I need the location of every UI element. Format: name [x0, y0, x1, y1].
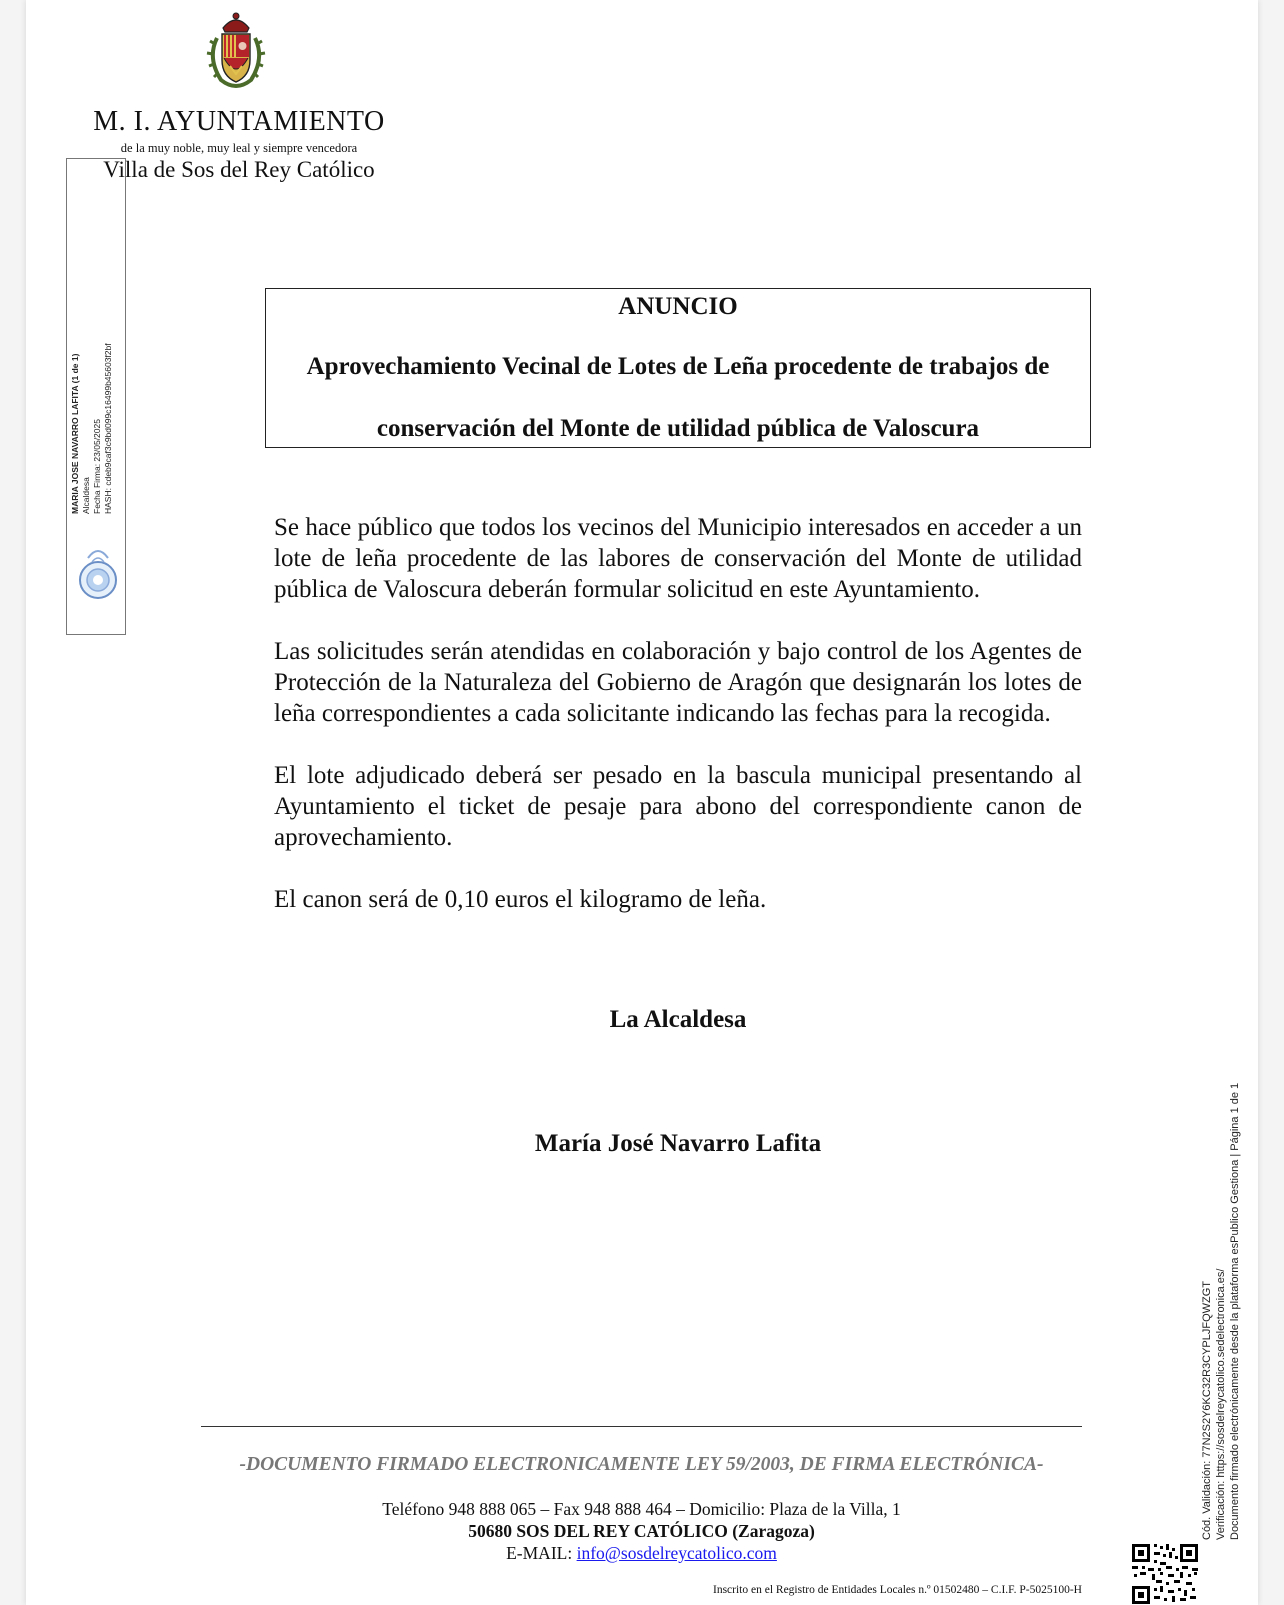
municipal-crest-icon	[203, 8, 269, 94]
footer-registry: Inscrito en el Registro de Entidades Locales n.º 01502480 – C.I.F. P-5025100-H	[713, 1584, 1082, 1596]
signature-stamp-text	[70, 302, 113, 514]
announcement-title-box	[265, 288, 1091, 448]
validation-code: Cód. Validación: 77N2S2Y6KC32R3CYPLJFQWZGT	[1201, 1280, 1213, 1540]
validation-side-text	[1200, 980, 1248, 1540]
announcement-body	[274, 512, 1082, 946]
validation-platform: Documento firmado electrónicamente desde la plataforma esPublico Gestiona | Página 1 de 1	[1229, 1082, 1241, 1540]
council-motto: de la muy noble, muy leal y siempre vencedora	[120, 141, 358, 155]
stamp-date: Fecha Firma: 23/05/2025	[92, 419, 102, 514]
body-paragraph-3: El lote adjudicado deberá ser pesado en la bascula municipal presentando al Ayuntamiento el ticket de pesaje para abono del correspondiente canon de aprovechamiento.	[274, 762, 1082, 851]
body-paragraph-2: Las solicitudes serán atendidas en colaboración y bajo control de los Agentes de Protección de la Naturaleza del Gobierno de Aragón que designarán los lotes de leña correspondientes a cada solicitante indicando las fechas para la recogida.	[274, 638, 1082, 727]
council-villa: Villa de Sos del Rey Católico	[103, 157, 375, 182]
stamp-signer: MARIA JOSE NAVARRO LAFITA (1 de 1)	[70, 353, 80, 514]
footer-email-label: E-MAIL:	[506, 1543, 573, 1563]
footer-legal-notice: -DOCUMENTO FIRMADO ELECTRONICAMENTE LEY 59/2003, DE FIRMA ELECTRÓNICA-	[239, 1454, 1044, 1475]
footer-postal-address: 50680 SOS DEL REY CATÓLICO (Zaragoza)	[468, 1521, 815, 1541]
signer-name: María José Navarro Lafita	[534, 1130, 822, 1157]
footer-divider	[201, 1426, 1082, 1427]
announcement-heading: ANUNCIO	[618, 293, 738, 320]
footer-email-link[interactable]: info@sosdelreycatolico.com	[576, 1543, 777, 1563]
signature-seal-icon	[76, 540, 120, 604]
stamp-role: Alcaldesa	[81, 477, 91, 514]
footer-email-line	[201, 1542, 1082, 1564]
footer-phone-address: Teléfono 948 888 065 – Fax 948 888 464 – Domicilio: Plaza de la Villa, 1	[382, 1499, 901, 1519]
signer-role: La Alcaldesa	[609, 1006, 747, 1033]
body-paragraph-1: Se hace público que todos los vecinos del Municipio interesados en acceder a un lote de leña procedente de las labores de conservación del Monte de utilidad pública de Valoscura deberán formular solicitud en este Ayuntamiento.	[274, 514, 1082, 603]
announcement-subject-line1: Aprovechamiento Vecinal de Lotes de Leña procedente de trabajos de	[306, 353, 1050, 380]
footer-contact	[201, 1498, 1082, 1564]
qr-code-icon[interactable]	[1130, 1542, 1200, 1605]
council-title: M. I. AYUNTAMIENTO	[93, 106, 385, 137]
announcement-subject-line2: conservación del Monte de utilidad pública de Valoscura	[376, 415, 980, 442]
validation-url: Verificación: https://sosdelreycatolico.sedelectronica.es/	[1215, 1268, 1227, 1540]
body-paragraph-4: El canon será de 0,10 euros el kilogramo de leña.	[274, 886, 767, 913]
stamp-hash: HASH: cdeb9caf3c9bd099c16499b45603f2bf	[103, 343, 113, 514]
